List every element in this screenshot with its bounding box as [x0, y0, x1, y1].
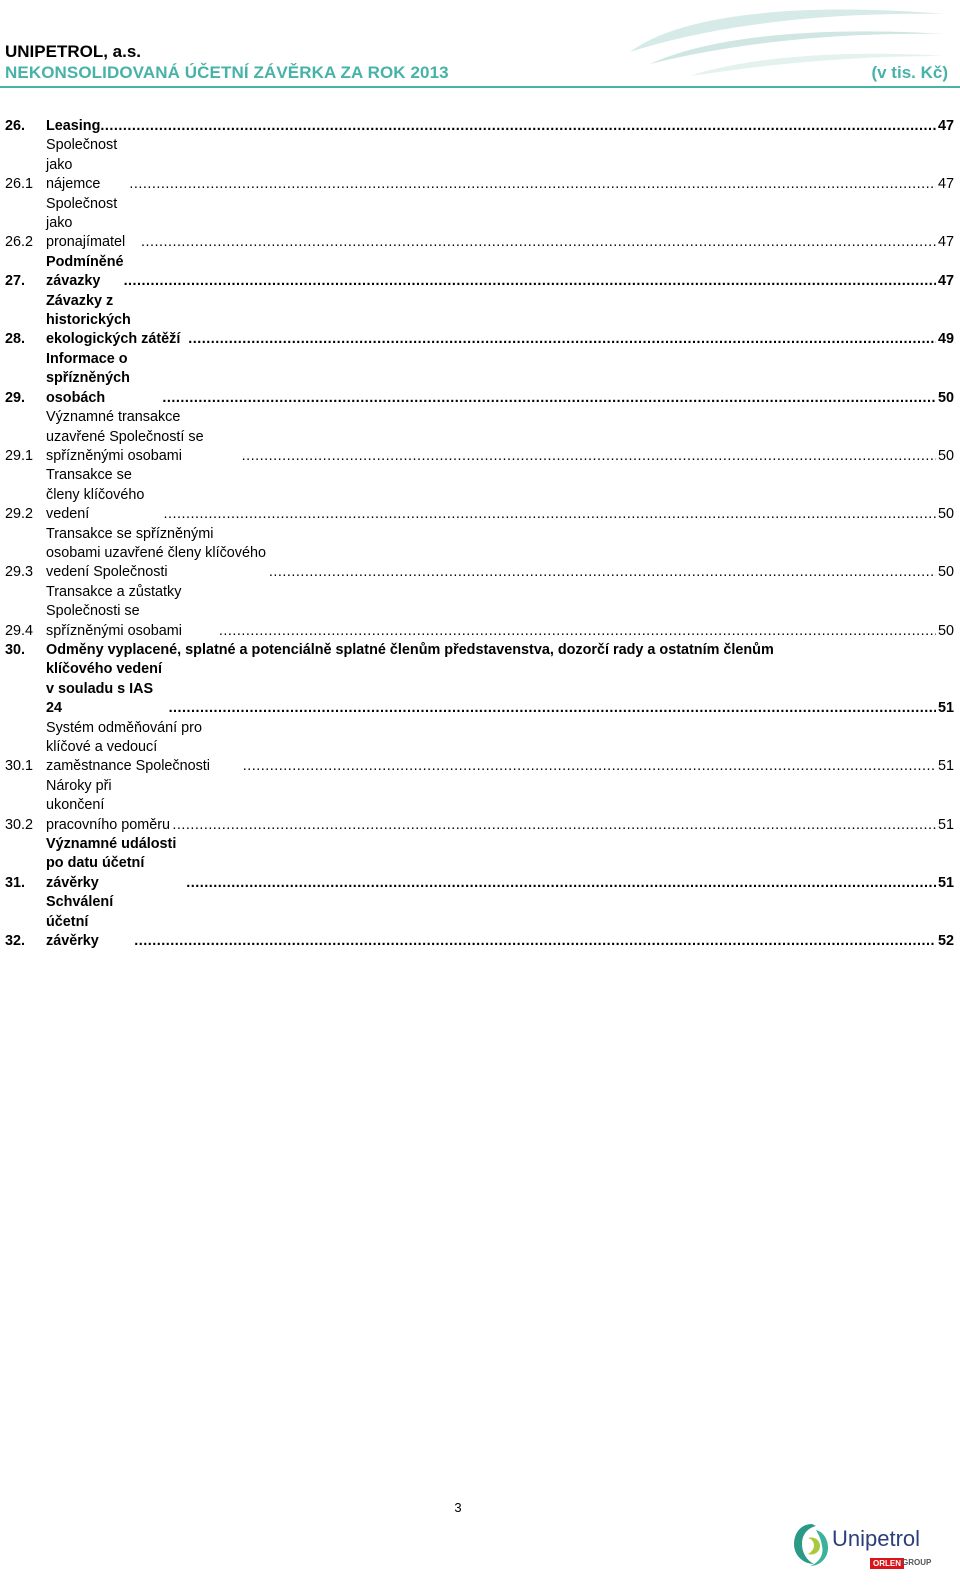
toc-entry-title: Transakce se spřízněnými osobami uzavřené členy klíčového vedení Společnosti	[46, 525, 266, 581]
toc-entry[interactable]	[5, 583, 954, 641]
header-divider	[0, 86, 960, 88]
toc-entry[interactable]	[5, 292, 954, 350]
toc-entry-title: Nároky při ukončení pracovního poměru	[46, 777, 170, 833]
toc-entry-number: 29.2	[5, 506, 34, 523]
currency-unit: (v tis. Kč)	[871, 63, 948, 82]
toc-entry-number: 30.1	[5, 758, 34, 775]
toc-entry-number: 29.1	[5, 447, 34, 464]
toc-entry-title: Leasing	[46, 118, 101, 134]
toc-dot-leader	[186, 874, 936, 893]
toc-dot-leader	[124, 272, 936, 291]
toc-dot-leader	[129, 175, 936, 194]
unipetrol-logo	[792, 1518, 942, 1588]
company-name: UNIPETROL, a.s.	[5, 42, 142, 61]
document-subtitle: NEKONSOLIDOVANÁ ÚČETNÍ ZÁVĚRKA ZA ROK 2013	[5, 63, 449, 82]
toc-entry-title: Informace o spřízněných osobách	[46, 350, 130, 406]
toc-entry[interactable]	[5, 253, 954, 292]
toc-entry[interactable]	[5, 777, 954, 835]
toc-entry-title: Významné události po datu účetní závěrky	[46, 836, 177, 891]
toc-entry-title-continued: klíčového vedení v souladu s IAS 24	[46, 661, 162, 717]
toc-entry-page: 51	[937, 758, 954, 775]
toc-entry-page: 50	[937, 622, 954, 639]
toc-dot-leader	[242, 447, 936, 466]
toc-entry-title: Významné transakce uzavřené Společností se spřízněnými osobami	[46, 409, 204, 464]
toc-entry-page: 51	[937, 700, 954, 717]
toc-entry[interactable]	[5, 136, 954, 194]
toc-entry[interactable]	[5, 835, 954, 893]
toc-entry-title: Odměny vyplacené, splatné a potenciálně splatné členům představenstva, dozorčí rady a ostatním členům	[46, 641, 774, 658]
toc-entry-page: 47	[937, 273, 954, 290]
toc-entry-page: 51	[937, 816, 954, 833]
toc-entry-page: 50	[937, 564, 954, 581]
toc-dot-leader	[134, 932, 936, 951]
toc-entry-continuation[interactable]	[5, 660, 954, 718]
toc-entry-number: 27.	[5, 273, 26, 290]
toc-entry-title: Podmíněné závazky	[46, 253, 124, 290]
toc-entry-number: 31.	[5, 874, 26, 891]
toc-entry-title: Závazky z historických ekologických zátěží	[46, 292, 181, 348]
toc-entry-number: 26.1	[5, 176, 34, 193]
toc-entry-title: Transakce se členy klíčového vedení	[46, 467, 145, 523]
toc-entry-title: Transakce a zůstatky Společnosti se spřízněnými osobami	[46, 583, 182, 639]
logo-mark-icon	[792, 1520, 832, 1570]
toc-dot-leader	[188, 330, 936, 349]
toc-dot-leader	[164, 505, 936, 524]
toc-entry[interactable]	[5, 641, 954, 660]
toc-entry[interactable]	[5, 525, 954, 583]
toc-entry[interactable]	[5, 117, 954, 136]
toc-entry[interactable]	[5, 719, 954, 777]
toc-entry-title: Schválení účetní závěrky	[46, 894, 114, 950]
toc-entry-page: 47	[937, 118, 954, 134]
toc-entry-page: 50	[937, 389, 954, 406]
toc-entry-number: 29.3	[5, 564, 34, 581]
toc-entry-page: 52	[937, 933, 954, 950]
page-number: 3	[454, 1500, 462, 1515]
toc-entry-number: 29.	[5, 389, 26, 406]
toc-entry-number: 30.2	[5, 816, 34, 833]
toc-entry-page: 50	[937, 447, 954, 464]
toc-entry-page: 49	[937, 331, 954, 348]
toc-dot-leader	[243, 757, 936, 776]
toc-dot-leader	[141, 233, 936, 252]
toc-entry-page: 50	[937, 506, 954, 523]
toc-entry[interactable]	[5, 195, 954, 253]
toc-entry-number: 29.4	[5, 622, 34, 639]
toc-entry[interactable]	[5, 893, 954, 951]
logo-wordmark: Unipetrol	[832, 1526, 921, 1551]
toc-dot-leader	[269, 563, 936, 582]
toc-entry-page: 47	[937, 234, 954, 251]
toc-entry-number: 32.	[5, 933, 26, 950]
toc-entry-title: Společnost jako pronajímatel	[46, 195, 126, 251]
toc-dot-leader	[100, 117, 936, 136]
toc-entry[interactable]	[5, 466, 954, 524]
toc-entry[interactable]	[5, 408, 954, 466]
toc-dot-leader	[172, 816, 936, 835]
toc-entry[interactable]	[5, 350, 954, 408]
table-of-contents	[5, 117, 954, 951]
toc-dot-leader	[219, 622, 936, 641]
toc-entry-page: 51	[937, 874, 954, 891]
logo-orlen-badge: ORLEN	[870, 1558, 904, 1569]
toc-entry-title: Systém odměňování pro klíčové a vedoucí zaměstnance Společnosti	[46, 719, 210, 775]
toc-dot-leader	[162, 389, 936, 408]
toc-entry-number: 26.	[5, 118, 26, 134]
toc-entry-number: 30.	[5, 641, 26, 658]
toc-entry-title: Společnost jako nájemce	[46, 137, 118, 193]
page-header	[0, 0, 960, 90]
toc-entry-number: 28.	[5, 331, 26, 348]
toc-entry-number: 26.2	[5, 234, 34, 251]
toc-entry-page: 47	[937, 176, 954, 193]
logo-group-label: GROUP	[902, 1558, 932, 1567]
toc-dot-leader	[169, 699, 936, 718]
